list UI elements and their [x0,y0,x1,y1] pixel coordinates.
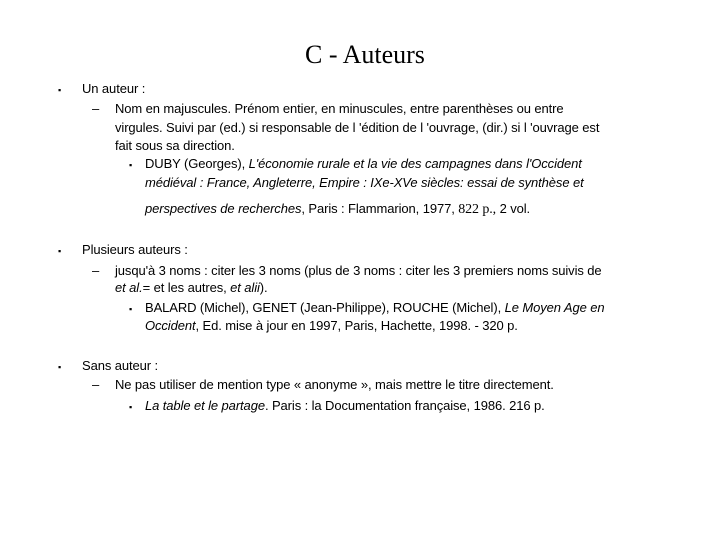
text-line-level-2 [115,119,599,136]
text-line-level-1 [82,357,158,374]
italic-text: médiéval : France, Angleterre, Empire : IXe-XVe siècles: essai de synthèse et [145,175,584,190]
square-bullet-icon: ▪ [129,160,133,170]
text-segment: ). [259,280,268,295]
text-segment: , Paris : Flammarion, 1977, [301,201,459,216]
text-segment: jusqu'à 3 noms : citer les 3 noms (plus de 3 noms : citer les 3 premiers noms suivis de [115,263,602,278]
italic-text: Le Moyen Age en [504,300,605,315]
square-bullet-icon: ▪ [129,304,133,314]
text-segment: DUBY (Georges), [145,156,249,171]
text-line-level-2 [115,262,602,279]
text-segment: virgules. Suivi par (ed.) si responsable de l 'édition de l 'ouvrage, (dir.) si l 'ouvrage est [115,120,600,135]
dash-bullet-icon: – [92,101,100,116]
text-line-level-2 [115,137,235,154]
dash-bullet-icon: – [92,377,100,392]
text-line-level-3 [145,200,530,218]
text-segment: Plusieurs auteurs : [82,242,188,257]
text-segment: Ne pas utiliser de mention type « anonyme », mais mettre le titre directement. [115,377,554,392]
text-segment: Sans auteur : [82,358,159,373]
text-segment: 822 p., [458,202,497,217]
text-line-level-2 [115,100,563,117]
text-line-level-3 [145,397,545,414]
square-bullet-icon: ▪ [129,402,133,412]
italic-text: L'économie rurale et la vie des campagnes dans l'Occident [248,156,582,171]
text-line-level-3 [145,155,582,172]
text-line-level-3 [145,299,605,316]
italic-text: et al. [115,280,143,295]
italic-text: Occident [145,318,196,333]
italic-text: La table et le partage [145,398,265,413]
text-segment: = et les autres, [142,280,231,295]
text-segment: , Ed. mise à jour en 1997, Paris, Hachette, 1998. - 320 p. [195,318,518,333]
text-segment: fait sous sa direction. [115,138,235,153]
dash-bullet-icon: – [92,263,100,278]
text-segment: 2 vol. [496,201,531,216]
italic-text: perspectives de recherches [145,201,302,216]
italic-text: et alii [230,280,260,295]
square-bullet-icon: ▪ [58,246,62,256]
text-line-level-2 [115,279,268,296]
text-line-level-2 [115,376,554,393]
slide-title: C - Auteurs [305,40,425,69]
text-segment: . Paris : la Documentation française, 1986. 216 p. [264,398,545,413]
text-segment: Nom en majuscules. Prénom entier, en minuscules, entre parenthèses ou entre [115,101,564,116]
text-line-level-3 [145,174,584,191]
text-line-level-1 [82,241,188,258]
text-line-level-3 [145,317,518,334]
text-line-level-1 [82,80,145,97]
square-bullet-icon: ▪ [58,85,62,95]
text-segment: BALARD (Michel), GENET (Jean-Philippe), ROUCHE (Michel), [145,300,505,315]
text-segment: Un auteur : [82,81,146,96]
square-bullet-icon: ▪ [58,362,62,372]
